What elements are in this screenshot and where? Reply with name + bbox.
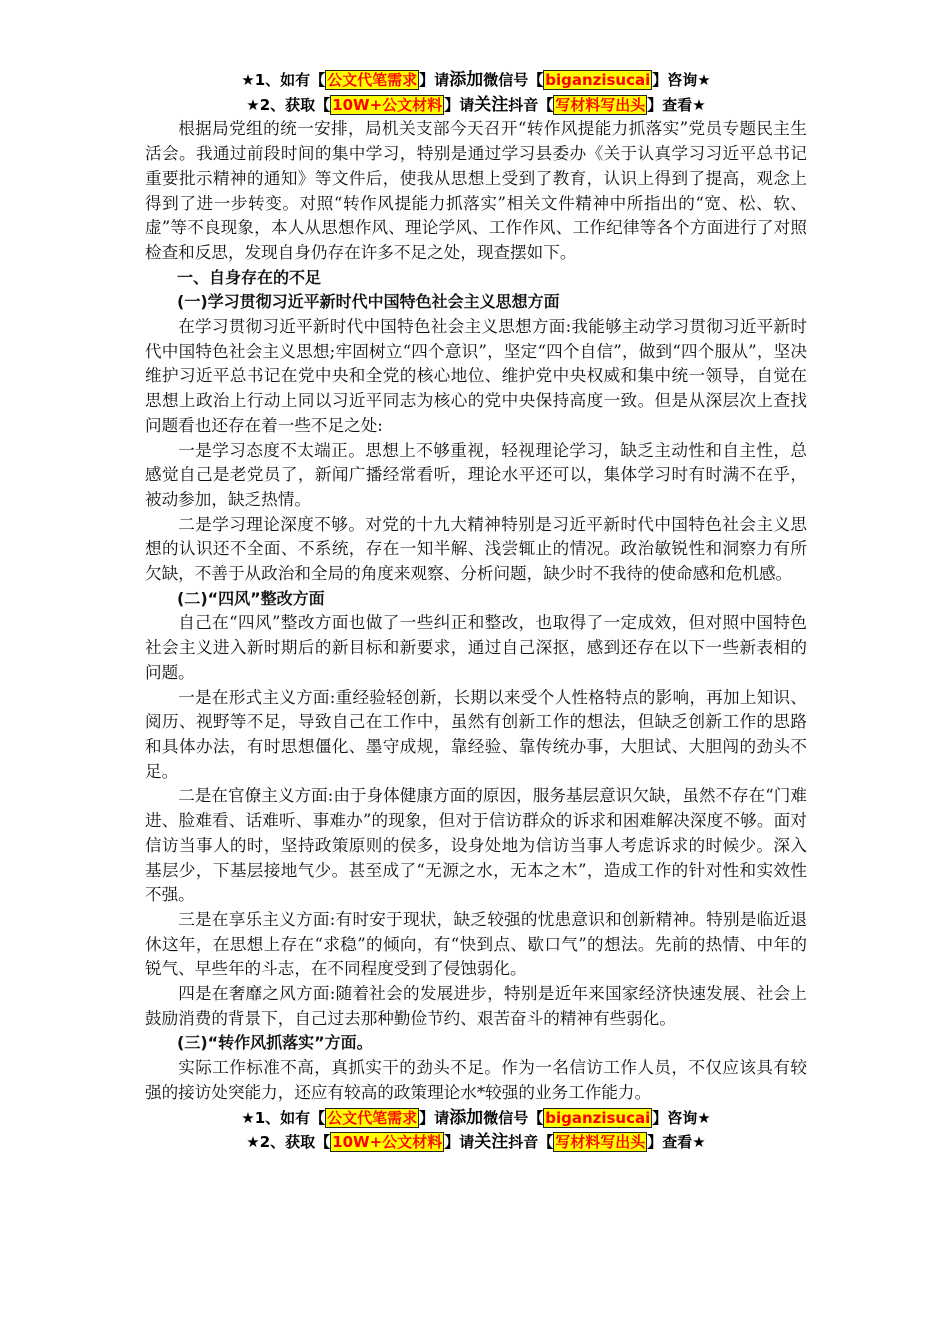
paragraph: 根据局党组的统一安排，局机关支部今天召开“转作风提能力抓落实”党员专题民主生活会。我通过前段时间的集中学习，特别是通过学习县委办《关于认真学习习近平总书记重要批示精神的通知》等文件后，使我从思想上受到了教育，认识上得到了提高，观念上得到了进一步转变。对照“转作风提能力抓落实”相关文件精神中所指出的“宽、松、软、虚”等不良现象，本人从思想作风、理论学风、工作作风、工作纪律等各个方面进行了对照检查和反思，发现自身仍存在许多不足之处，现查摆如下。: [145, 119, 807, 262]
subsection-heading: (二)“四风”整改方面: [177, 588, 325, 608]
promo-highlight: 公文代笔需求: [327, 71, 418, 89]
document-page: [145, 68, 807, 1155]
paragraph: 在学习贯彻习近平新时代中国特色社会主义思想方面:我能够主动学习贯彻习近平新时代中国特色社会主义思想;牢固树立“四个意识”，坚定“四个自信”，做到“四个服从”，坚决维护习近平总书记在党中央和全党的核心地位、维护党中央权威和集中统一领导，自觉在思想上政治上行动上同以习近平同志为核心的党中央保持高度一致。但是从深层次上查找问题看也还存在着一些不足之处:: [145, 317, 807, 435]
promo-highlight: 10W+公文材料: [332, 1133, 443, 1152]
promo-line-4: ★2、获取【 10W+公文材料 】请关注抖音【 写材料写出头 】查看★: [246, 1132, 706, 1153]
subsection-heading: (一)学习贯彻习近平新时代中国特色社会主义思想方面: [177, 292, 560, 312]
promo-highlight: biganzisucai: [545, 71, 651, 89]
paragraph: 三是在享乐主义方面:有时安于现状，缺乏较强的忧患意识和创新精神。特别是临近退休这年，在思想上存在“求稳”的倾向，有“快到点、歇口气”的想法。先前的热情、中年的锐气、早些年的斗志，在不同程度受到了侵蚀弱化。: [145, 909, 807, 979]
section-heading: 一、自身存在的不足: [177, 267, 322, 287]
promo-highlight: 10W+公文材料: [332, 95, 443, 114]
paragraph: 二是在官僚主义方面:由于身体健康方面的原因，服务基层意识欠缺，虽然不存在“门难进、脸难看、话难听、事难办”的现象，但对于信访群众的诉求和困难解决深度不够。面对信访当事人的时，坚持政策原则的侯多，设身处地为信访当事人考虑诉求的时候少。深入基层少，下基层接地气少。甚至成了“无源之水，无本之木”，造成工作的针对性和实效性不强。: [145, 786, 807, 905]
promo-highlight: 公文代笔需求: [327, 1108, 418, 1127]
promo-line-2: ★2、获取【 10W+公文材料 】请关注抖音【 写材料写出头 】查看★: [246, 94, 706, 115]
promo-highlight: biganzisucai: [545, 1108, 651, 1127]
paragraph: 四是在奢靡之风方面:随着社会的发展进步，特别是近年来国家经济快速发展、社会上鼓励消费的背景下，自己过去那种勤俭节约、艰苦奋斗的精神有些弱化。: [145, 984, 807, 1028]
promo-line-1: ★1、如有【 公文代笔需求 】请添加微信号【 biganzisucai 】咨询★: [241, 70, 711, 90]
subsection-heading: (三)“转作风抓落实”方面。: [177, 1033, 373, 1053]
promo-highlight: 写材料写出头: [555, 95, 646, 114]
promo-highlight: 写材料写出头: [555, 1133, 646, 1152]
paragraph: 一是学习态度不太端正。思想上不够重视，轻视理论学习，缺乏主动性和自主性，总感觉自己是老党员了，新闻广播经常看听，理论水平还可以，集体学习时有时满不在乎，被动参加，缺乏热情。: [145, 440, 807, 509]
paragraph: 二是学习理论深度不够。对党的十九大精神特别是习近平新时代中国特色社会主义思想的认识还不全面、不系统，存在一知半解、浅尝辄止的情况。政治敏锐性和洞察力有所欠缺，不善于从政治和全局的角度来观察、分析问题，缺少时不我待的使命感和危机感。: [145, 514, 807, 584]
paragraph: 一是在形式主义方面:重经验轻创新，长期以来受个人性格特点的影响，再加上知识、阅历、视野等不足，导致自己在工作中，虽然有创新工作的想法，但缺乏创新工作的思路和具体办法，有时思想僵化、墨守成规，靠经验、靠传统办事，大胆试、大胆闯的劲头不足。: [145, 687, 807, 781]
paragraph: 自己在“四风”整改方面也做了一些纠正和整改，也取得了一定成效，但对照中国特色社会主义进入新时期后的新目标和新要求，通过自己深抠，感到还存在以下一些新表相的问题。: [145, 613, 807, 682]
paragraph: 实际工作标准不高，真抓实干的劲头不足。作为一名信访工作人员，不仅应该具有较强的接访处突能力，还应有较高的政策理论水*较强的业务工作能力。: [145, 1058, 807, 1102]
promo-line-3: ★1、如有【 公文代笔需求 】请添加微信号【 biganzisucai 】咨询★: [241, 1107, 711, 1128]
